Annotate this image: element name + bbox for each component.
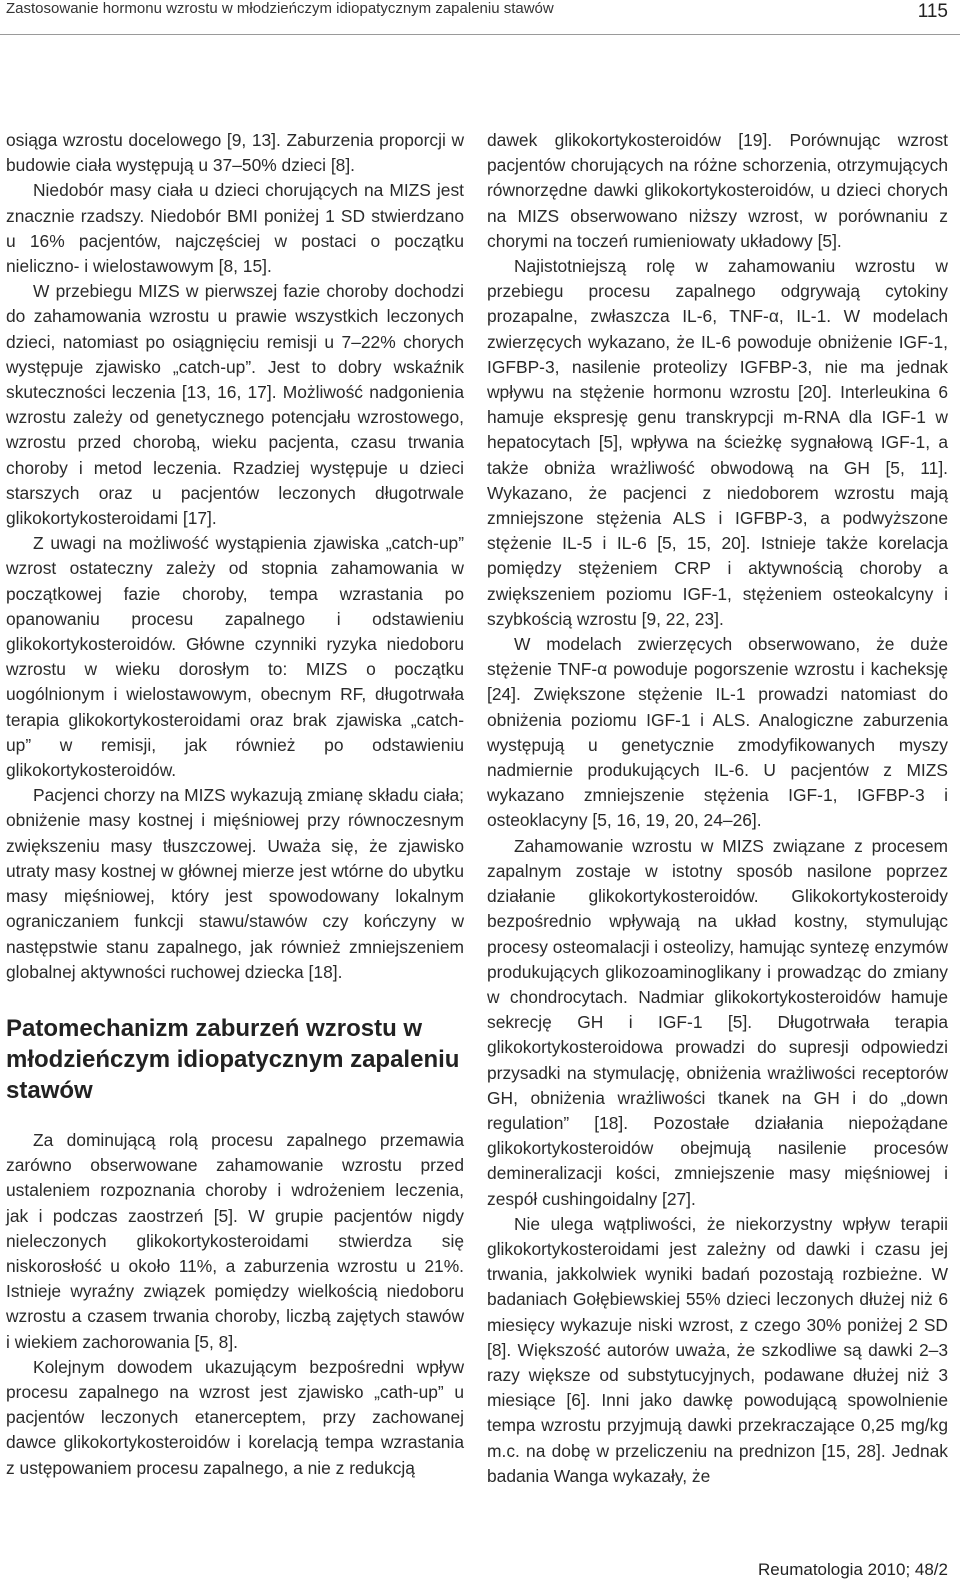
section-heading: Patomechanizm zaburzeń wzrostu w młodzieńczym idiopatycznym zapaleniu stawów — [6, 1014, 460, 1104]
left-column — [6, 128, 464, 1481]
page-number: 115 — [917, 1, 948, 22]
paragraph: W modelach zwierzęcych obserwowano, że duże stężenie TNF-α powoduje pogorszenie wzrostu i kacheksję [24]. Zwiększone stężenie IL-1 prowadzi natomiast do obniżenia poziomu IGF-1 i ALS. Analogiczne zaburzenia występują u genetycznie zmodyfikowanych myszy nadmiernie produkujących IL-6. U pacjentów z MIZS wykazano zmniejszenie stężenia IGF-1, IGFBP-3 i osteoklacyny [5, 16, 19, 20, 24–26]. — [487, 634, 948, 831]
paragraph: Nie ulega wątpliwości, że niekorzystny wpływ terapii glikokortykosteroidami jest zależny od dawki i czasu jej trwania, jakkolwiek wyniki badań pozostają rozbieżne. W badaniach Gołębiewskiej 55% dzieci leczonych dłużej niż 6 miesięcy wykazuje niski wzrost, z czego 30% poniżej 2 SD [8]. Większość autorów uważa, że szkodliwe są dawki 2–3 razy większe od substytucyjnych, podawane dłużej niż 3 miesiące [6]. Inni jako dawkę powodującą spowolnienie tempa wzrostu przyjmują dawki przekraczające 0,25 mg/kg m.c. na dobę w przeliczeniu na prednizon [15, 28]. Jednak badania Wanga wykazały, że — [487, 1213, 948, 1486]
paragraph: W przebiegu MIZS w pierwszej fazie choroby dochodzi do zahamowania wzrostu u prawie wszystkich leczonych dzieci, natomiast po osiągnięciu remisji u 7–22% chorych występuje zjawisko „catch-up”. Jest to dobry wskaźnik skuteczności leczenia [13, 16, 17]. Możliwość nadgonienia wzrostu zależy od genetycznego potencjału wzrostowego, wzrostu przed chorobą, wieku pacjenta, czasu trwania choroby i metod leczenia. Rzadziej występuje u dzieci starszych oraz u pacjentów leczonych długotrwale glikokortykosteroidami [17]. — [6, 281, 464, 529]
running-title: Zastosowanie hormonu wzrostu w młodzieńczym idiopatycznym zapaleniu stawów — [6, 0, 554, 17]
right-column — [487, 128, 948, 1489]
paragraph: osiąga wzrostu docelowego [9, 13]. Zaburzenia proporcji w budowie ciała występują u 37–50% dzieci [8]. — [6, 130, 464, 176]
paragraph: Kolejnym dowodem ukazującym bezpośredni wpływ procesu zapalnego na wzrost jest zjawisko „cath-up” u pacjentów leczonych etanerceptem, przy zachowanej dawce glikokortykosteroidów i korelacją tempa wzrastania z ustępowaniem procesu zapalnego, a nie z redukcją — [6, 1356, 464, 1478]
paragraph: Niedobór masy ciała u dzieci chorujących na MIZS jest znacznie rzadszy. Niedobór BMI poniżej 1 SD stwierdzano u 16% pacjentów, najczęściej w postaci o początku nieliczno- i wielostawowym [8, 15]. — [6, 180, 464, 277]
paragraph: dawek glikokortykosteroidów [19]. Porównując wzrost pacjentów chorujących na różne schorzenia, otrzymujących równorzędne dawki glikokortykosteroidów, u dzieci chorych na MIZS obserwowano niższy wzrost, w porównaniu z chorymi na toczeń rumieniowaty układowy [5]. — [487, 130, 948, 251]
page-header — [0, 0, 960, 35]
paragraph: Pacjenci chorzy na MIZS wykazują zmianę składu ciała; obniżenie masy kostnej i mięśniowej przy równoczesnym zwiększeniu masy tłuszczowej. Uważa się, że zjawisko utraty masy kostnej w głównej mierze jest wtórne do ubytku masy mięśniowej, który jest spowodowany lokalnym ograniczaniem funkcji stawu/stawów czy kończyny w następstwie stanu zapalnego, jak również zmniejszeniem globalnej aktywności ruchowej dziecka [18]. — [6, 785, 464, 982]
paragraph: Z uwagi na możliwość wystąpienia zjawiska „catch-up” wzrost ostateczny zależy od stopnia zahamowania w początkowej fazie choroby, tempa wzrastania po opanowaniu procesu zapalnego i odstawieniu glikokortykosteroidów. Główne czynniki ryzyka niedoboru wzrostu w wieku dorosłym to: MIZS o początku uogólnionym i wielostawowym, obecnym RF, długotrwała terapia glikokortykosteroidami oraz brak zjawiska „catch-up” w remisji, jak również po odstawieniu glikokortykosteroidów. — [6, 533, 464, 781]
paragraph: Najistotniejszą rolę w zahamowaniu wzrostu w przebiegu procesu zapalnego odgrywają cytokiny prozapalne, zwłaszcza IL-6, TNF-α, IL-1. W modelach zwierzęcych wykazano, że IL-6 powoduje obniżenie IGF-1, IGFBP-3, nasilenie proteolizy IGFBP-3, nie ma jednak wpływu na stężenie hormonu wzrostu [20]. Interleukina 6 hamuje ekspresję genu transkrypcji m-RNA dla IGF-1 w hepatocytach [5], wpływa na ścieżkę sygnałową IGF-1, a także obniża wrażliwość obwodową na GH [5, 11]. Wykazano, że pacjenci z niedoborem wzrostu mają zmniejszone stężenia ALS i IGFBP-3, a podwyższone stężenie IL-5 i IL-6 [5, 15, 20]. Istnieje także korelacja pomiędzy stężeniem CRP i aktywnością choroby a zwiększeniem poziomu IGF-1, stężeniem osteokalcyny i szybkością wzrostu [9, 22, 23]. — [487, 256, 948, 629]
paragraph: Zahamowanie wzrostu w MIZS związane z procesem zapalnym zostaje w istotny sposób nasilone poprzez działanie glikokortykosteroidów. Glikokortykosteroidy bezpośrednio wpływają na układ kostny, stymulując procesy osteomalacji i osteolizy, hamując syntezę enzymów produkujących glikozoaminoglikany i prowadząc do zmiany w chondrocytach. Nadmiar glikokortykosteroidów hamuje sekrecję GH i IGF-1 [5]. Długotrwała terapia glikokortykosteroidowa prowadzi do supresji odpowiedzi przysadki na stymulację, obniżenia wrażliwości receptorów GH, obniżenia wrażliwości tkanek na GH i do „down regulation” [18]. Pozostałe działania niepożądane glikokortykosteroidów obejmują nasilenie procesów demineralizacji kości, zmniejszenie masy mięśniowej i zespół cushingoidalny [27]. — [487, 835, 948, 1209]
paragraph: Za dominującą rolą procesu zapalnego przemawia zarówno obserwowane zahamowanie wzrostu przed ustaleniem rozpoznania choroby i wdrożeniem leczenia, jak i podczas zaostrzeń [5]. W grupie pacjentów nigdy nieleczonych glikokortykosteroidami stwierdza się niskorosłość u około 11%, a zaburzenia wzrostu u 21%. Istnieje wyraźny związek pomiędzy wielkością niedoboru wzrostu a czasem trwania choroby, liczbą zajętych stawów i wiekiem zachorowania [5, 8]. — [6, 1129, 464, 1352]
journal-footer: Reumatologia 2010; 48/2 — [758, 1560, 948, 1579]
